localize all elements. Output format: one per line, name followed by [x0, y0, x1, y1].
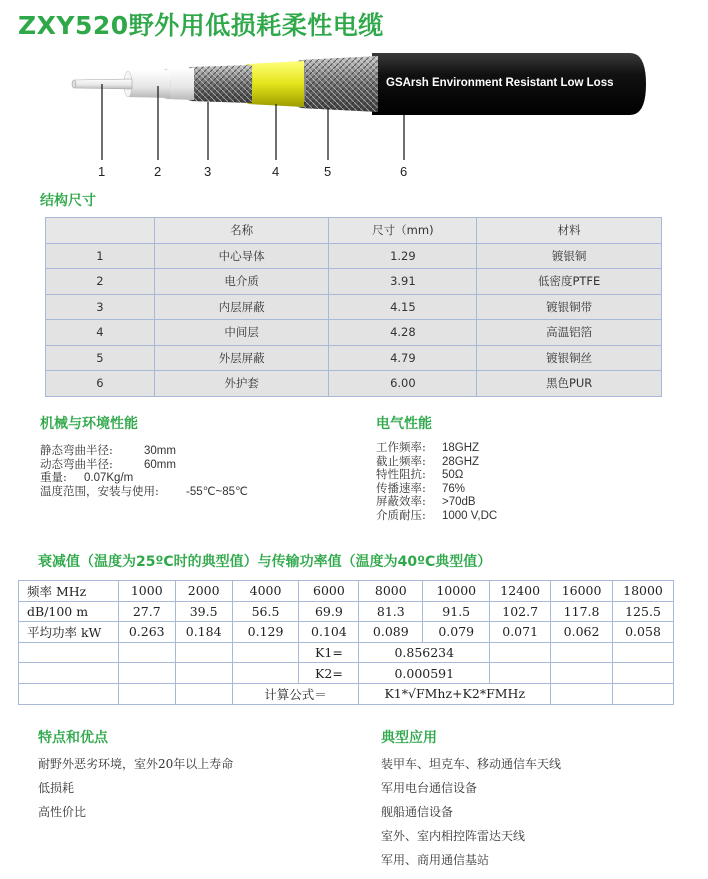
row-label: 平均功率 kW — [19, 622, 119, 643]
table-cell: 4000 — [232, 581, 299, 602]
empty-cell — [232, 642, 299, 663]
table-cell: 5 — [46, 345, 155, 371]
empty-cell — [551, 663, 613, 684]
spec-row — [376, 482, 497, 496]
features-list — [38, 752, 233, 824]
foil-layer — [248, 61, 304, 107]
table-row — [46, 345, 662, 371]
table-cell: 18000 — [613, 581, 674, 602]
callout-3: 3 — [204, 164, 212, 179]
table-row — [46, 269, 662, 295]
structure-section-title: 结构尺寸 — [40, 193, 96, 209]
table-cell: 2000 — [175, 581, 232, 602]
callout-6: 6 — [400, 164, 408, 179]
empty-cell — [613, 663, 674, 684]
spec-key: 静态弯曲半径: — [40, 443, 113, 457]
page-title: ZXY520野外用低损耗柔性电缆 — [18, 11, 384, 40]
table-cell: 中心导体 — [154, 243, 329, 269]
row-label: dB/100 m — [19, 601, 119, 622]
empty-cell — [551, 683, 613, 704]
table-cell: 69.9 — [299, 601, 359, 622]
empty-cell — [175, 663, 232, 684]
table-cell: 4.79 — [329, 345, 477, 371]
table-row — [19, 683, 674, 704]
empty-cell — [613, 683, 674, 704]
spec-value: 30mm — [144, 445, 176, 457]
cable-cross-section-graphic — [0, 42, 708, 192]
table-cell: 102.7 — [490, 601, 551, 622]
table-cell: 中间层 — [154, 320, 329, 346]
table-cell: 4.28 — [329, 320, 477, 346]
table-cell: 6 — [46, 371, 155, 397]
table-cell: 3 — [46, 294, 155, 320]
spec-row — [376, 468, 497, 482]
table-row — [19, 642, 674, 663]
table-cell: 外层屏蔽 — [154, 345, 329, 371]
applications-list — [381, 752, 561, 872]
spec-row — [376, 441, 497, 455]
table-row — [46, 371, 662, 397]
callout-2: 2 — [154, 164, 162, 179]
empty-cell — [490, 642, 551, 663]
empty-cell — [19, 663, 119, 684]
table-cell: 0.062 — [551, 622, 613, 643]
spec-key: 动态弯曲半径: — [40, 456, 113, 471]
k2-label: K2= — [299, 663, 359, 684]
callout-5: 5 — [324, 164, 332, 179]
cable-illustration — [0, 42, 708, 192]
table-cell: 镀银铜丝 — [477, 345, 662, 371]
callout-4: 4 — [272, 164, 280, 179]
electrical-section-title: 电气性能 — [376, 416, 432, 432]
table-cell: 12400 — [490, 581, 551, 602]
list-item: 室外、室内相控阵雷达天线 — [381, 829, 526, 843]
empty-cell — [118, 642, 175, 663]
list-item: 耐野外恶劣环境，室外20年以上寿命 — [38, 757, 234, 771]
table-cell: 0.079 — [423, 622, 490, 643]
table-cell: 10000 — [423, 581, 490, 602]
spec-key: 特性阻抗: — [376, 467, 426, 481]
empty-cell — [118, 663, 175, 684]
table-cell: 内层屏蔽 — [154, 294, 329, 320]
table-cell: 4.15 — [329, 294, 477, 320]
table-cell: 117.8 — [551, 601, 613, 622]
empty-cell — [175, 683, 232, 704]
list-item: 装甲车、坦克车、移动通信车天线 — [381, 757, 562, 771]
row-label: 频率 MHz — [19, 581, 119, 602]
spec-key: 介质耐压: — [376, 507, 426, 522]
header-cell: 尺寸（mm) — [329, 218, 477, 244]
applications-section-title: 典型应用 — [381, 730, 437, 746]
table-cell: 0.129 — [232, 622, 299, 643]
table-cell: 125.5 — [613, 601, 674, 622]
mechanical-section-title: 机械与环境性能 — [40, 416, 138, 432]
table-cell: 1.29 — [329, 243, 477, 269]
k2-value: 0.000591 — [359, 663, 490, 684]
dielectric-layer — [128, 70, 170, 98]
spec-row — [376, 509, 497, 523]
table-cell: 4 — [46, 320, 155, 346]
table-cell: 39.5 — [175, 601, 232, 622]
table-cell: 高温铝箔 — [477, 320, 662, 346]
spec-value: 28GHZ — [442, 455, 480, 468]
table-cell: 0.104 — [299, 622, 359, 643]
empty-cell — [613, 642, 674, 663]
table-cell: 0.071 — [490, 622, 551, 643]
table-cell: 镀银铜 — [477, 243, 662, 269]
empty-cell — [232, 663, 299, 684]
table-cell: 16000 — [551, 581, 613, 602]
table-cell: 27.7 — [118, 601, 175, 622]
list-item: 军用、商用通信基站 — [381, 853, 490, 867]
spec-row — [40, 444, 248, 458]
table-cell: 81.3 — [359, 601, 423, 622]
table-cell: 56.5 — [232, 601, 299, 622]
spec-row — [376, 455, 497, 469]
spec-value: 1000 V,DC — [442, 509, 498, 522]
table-row — [46, 294, 662, 320]
spec-key: 传播速率: — [376, 480, 426, 495]
callout-1: 1 — [98, 164, 106, 179]
table-cell: 6.00 — [329, 371, 477, 397]
table-cell: 8000 — [359, 581, 423, 602]
list-item: 低损耗 — [38, 781, 75, 795]
table-cell: 0.058 — [613, 622, 674, 643]
attenuation-section-title: 衰减值（温度为25ºC时的典型值）与传输功率值（温度为40ºC典型值） — [38, 554, 492, 570]
empty-cell — [19, 683, 119, 704]
header-cell — [46, 218, 155, 244]
mechanical-specs — [40, 444, 248, 498]
table-cell: 黑色PUR — [477, 371, 662, 397]
header-cell: 材料 — [477, 218, 662, 244]
empty-cell — [175, 642, 232, 663]
empty-cell — [490, 663, 551, 684]
spec-key: 温度范围，安装与使用: — [40, 483, 159, 498]
spec-key: 重量: — [40, 470, 67, 484]
table-cell: 0.263 — [118, 622, 175, 643]
table-cell: 低密度PTFE — [477, 269, 662, 295]
formula-label: 计算公式＝ — [232, 683, 359, 704]
table-cell: 外护套 — [154, 371, 329, 397]
spec-value: -55℃~85℃ — [186, 485, 248, 498]
table-cell: 镀银铜带 — [477, 294, 662, 320]
empty-cell — [19, 642, 119, 663]
table-row — [19, 622, 674, 643]
attenuation-table — [18, 580, 674, 705]
list-item: 军用电台通信设备 — [381, 781, 478, 795]
spec-value: 0.07Kg/m — [84, 472, 134, 484]
spec-key: 屏蔽效率: — [376, 494, 426, 508]
empty-cell — [118, 683, 175, 704]
empty-cell — [551, 642, 613, 663]
table-cell: 0.089 — [359, 622, 423, 643]
spec-value: 76% — [442, 482, 466, 495]
spec-key: 工作频率: — [376, 440, 426, 454]
table-row — [19, 663, 674, 684]
table-cell: 1000 — [118, 581, 175, 602]
spec-value: 60mm — [144, 458, 176, 471]
table-header-row — [46, 218, 662, 244]
k1-label: K1= — [299, 642, 359, 663]
spec-row — [40, 471, 248, 485]
list-item: 高性价比 — [38, 805, 87, 819]
k1-value: 0.856234 — [359, 642, 490, 663]
electrical-specs — [376, 441, 497, 522]
cable-brand-label: GSArsh Environment Resistant Low Loss — [386, 77, 614, 89]
list-item: 舰船通信设备 — [381, 805, 454, 819]
formula: K1*√FMhz+K2*FMHz — [359, 683, 551, 704]
spec-key: 截止频率: — [376, 453, 426, 468]
table-cell: 91.5 — [423, 601, 490, 622]
structure-table — [45, 217, 662, 397]
features-section-title: 特点和优点 — [38, 730, 108, 746]
spec-value: 50Ω — [442, 469, 464, 481]
table-cell: 2 — [46, 269, 155, 295]
table-cell: 1 — [46, 243, 155, 269]
table-row — [19, 601, 674, 622]
table-cell: 电介质 — [154, 269, 329, 295]
table-cell: 3.91 — [329, 269, 477, 295]
spec-row — [40, 458, 248, 472]
spec-row — [40, 485, 248, 499]
table-row — [46, 320, 662, 346]
header-cell: 名称 — [154, 218, 329, 244]
spec-row — [376, 495, 497, 509]
center-conductor — [74, 79, 132, 89]
table-row — [19, 581, 674, 602]
table-cell: 0.184 — [175, 622, 232, 643]
table-cell: 6000 — [299, 581, 359, 602]
table-row — [46, 243, 662, 269]
spec-value: 18GHZ — [442, 442, 480, 454]
spec-value: >70dB — [442, 496, 476, 508]
